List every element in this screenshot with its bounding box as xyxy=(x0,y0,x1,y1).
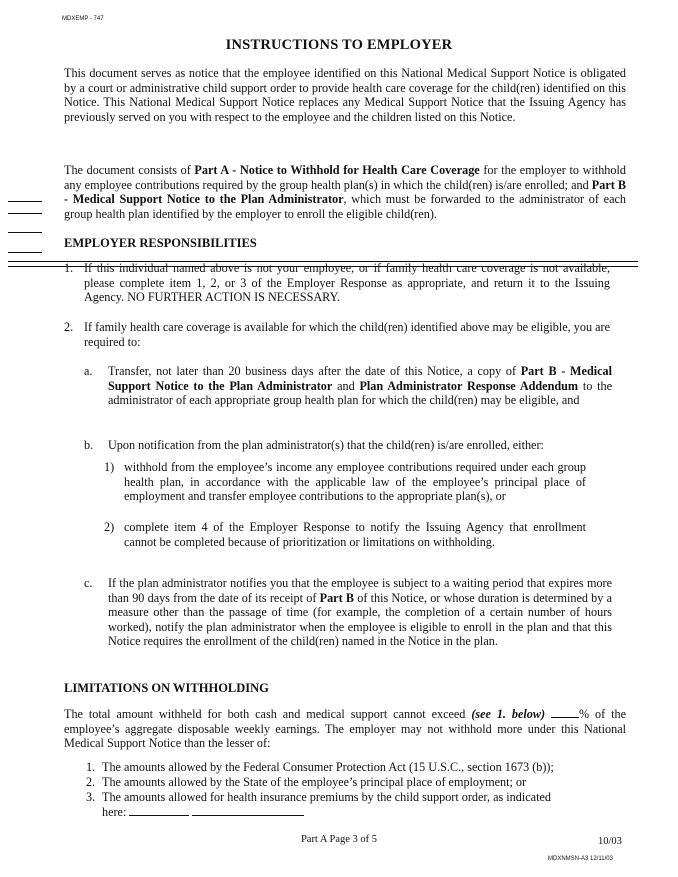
sub-item-text: complete item 4 of the Employer Response to notify the Issuing Agency that enrollment cannot be completed because of prioritization or limitations on withholding. xyxy=(124,520,586,549)
sub-a-text-1: Transfer, not later than 20 business days after the date of this Notice, a copy of xyxy=(108,364,521,378)
intro-p2-text-c: for the employer to withhold any employee contributions required by the group health plan(s) in which the child(ren) is/are enrolled; and xyxy=(64,163,626,192)
page-number: Part A Page 3 of 5 xyxy=(300,834,378,845)
sub-item-b2 xyxy=(104,520,586,549)
limitation-item-1 xyxy=(78,760,626,775)
item-number: 1. xyxy=(86,760,96,774)
sub-a-text-3: and xyxy=(332,378,360,393)
intro-p2-part-a: Part A - Notice to Withhold for Health Care Coverage xyxy=(194,163,480,177)
responsibility-item-1 xyxy=(64,261,610,305)
item-3-here: here: xyxy=(102,804,127,819)
sub-a-text-5: to the administrator of each appropriate group health plan for which the child(ren) may be eligible, and xyxy=(108,378,612,408)
sub-item-a xyxy=(84,364,612,408)
item-number: 3. xyxy=(86,790,96,804)
sub-c-part-b: Part B xyxy=(319,590,354,605)
item-3-text: The amounts allowed for health insurance premiums by the child support order, as indicated xyxy=(102,790,551,804)
amount-blank xyxy=(129,805,189,816)
margin-mark xyxy=(8,252,42,253)
sub-a-part-b: Part B - Medical Support Notice to the Plan Administrator xyxy=(108,364,612,393)
limitations-text-3: % of the employee’s aggregate disposable weekly earnings. The employer may not withhold more under this National Medical Support Notice than the lesser of: xyxy=(64,707,626,751)
responsibility-item-2 xyxy=(64,320,610,349)
intro-paragraph-2 xyxy=(64,163,626,221)
page-title: INSTRUCTIONS TO EMPLOYER xyxy=(225,37,453,53)
item-text xyxy=(78,790,626,819)
section-heading-responsibilities: EMPLOYER RESPONSIBILITIES xyxy=(64,236,257,250)
item-number: 2. xyxy=(64,320,74,334)
item-text: If family health care coverage is available for which the child(ren) identified above may be eligible, you are required to: xyxy=(84,320,610,349)
sub-item-label: 2) xyxy=(104,520,115,534)
revision-date: 10/03 xyxy=(598,836,622,847)
sub-c-text-1: If the plan administrator notifies you that the employee is subject to a waiting period that expires more than 90 days from the date of its receipt of xyxy=(108,576,612,605)
sub-item-label: a. xyxy=(84,364,93,378)
sub-item-c xyxy=(84,576,612,649)
intro-p2-text-a: The document consists of xyxy=(64,163,195,177)
form-code: MDXNMSN-A3 12/11/03 xyxy=(548,856,613,862)
sub-item-label: b. xyxy=(84,438,94,452)
limitation-item-2 xyxy=(78,775,626,790)
sub-item-label: 1) xyxy=(104,460,115,474)
limitations-see-below: (see 1. below) xyxy=(471,707,546,721)
sub-c-text-3: of this Notice, or whose duration is determined by a measure other than the passage of time (for example, the completion of a certain number of hours worked), notify the plan administrator when the employee is eligible to enroll in the plan and that this Notice requires the enrollment of the child(ren) named in the Notice in the plan. xyxy=(108,590,613,649)
amount-blank-2 xyxy=(192,805,304,816)
margin-mark xyxy=(8,201,42,202)
section-heading-limitations: LIMITATIONS ON WITHHOLDING xyxy=(64,681,269,695)
sub-a-addendum: Plan Administrator Response Addendum xyxy=(359,378,579,393)
sub-item-b1 xyxy=(104,460,586,504)
form-id: MDXEMP - 747 xyxy=(62,16,104,22)
item-number: 2. xyxy=(86,775,96,789)
limitation-item-3 xyxy=(78,790,626,819)
sub-item-text xyxy=(84,576,612,649)
intro-p2-text-e: , which must be forwarded to the administrator of each group health plan identified by the employer to enroll the eligible child(ren). xyxy=(64,192,626,221)
limitations-paragraph xyxy=(64,707,626,751)
item-text: The amounts allowed by the Federal Consumer Protection Act (15 U.S.C., section 1673 (b)); xyxy=(102,760,554,774)
item-number: 1. xyxy=(64,261,74,275)
sub-item-b xyxy=(84,438,612,453)
sub-item-label: c. xyxy=(84,576,93,590)
intro-paragraph-1: This document serves as notice that the employee identified on this National Medical Support Notice is obligated by a court or administrative child support order to provide health care coverage for the child(ren) identified on this Notice. This National Medical Support Notice replaces any Medical Support Notice that the Issuing Agency has previously served on you with respect to the employee and the children listed on this Notice. xyxy=(64,66,626,124)
sub-item-text: withhold from the employee’s income any employee contributions required under each group health plan, in accordance with the applicable law of the employee’s principal place of employment and transfer employee contributions to the appropriate plan(s), or xyxy=(124,460,586,504)
margin-mark xyxy=(8,232,42,233)
margin-mark xyxy=(8,213,42,214)
sub-item-text xyxy=(84,364,612,408)
sub-item-text: Upon notification from the plan administrator(s) that the child(ren) is/are enrolled, either: xyxy=(108,438,544,452)
item-text: If this individual named above is not your employee, or if family health care coverage is not available, please complete item 1, 2, or 3 of the Employer Response as appropriate, and return it to the Issuing Agency. NO FURTHER ACTION IS NECESSARY. xyxy=(84,261,610,305)
intro-p2-part-b: Part B - Medical Support Notice to the Plan Administrator xyxy=(64,177,626,207)
percent-blank xyxy=(551,707,579,718)
limitations-text-1: The total amount withheld for both cash and medical support cannot exceed xyxy=(64,707,472,721)
item-text: The amounts allowed by the State of the employee’s principal place of employment; or xyxy=(102,775,527,789)
